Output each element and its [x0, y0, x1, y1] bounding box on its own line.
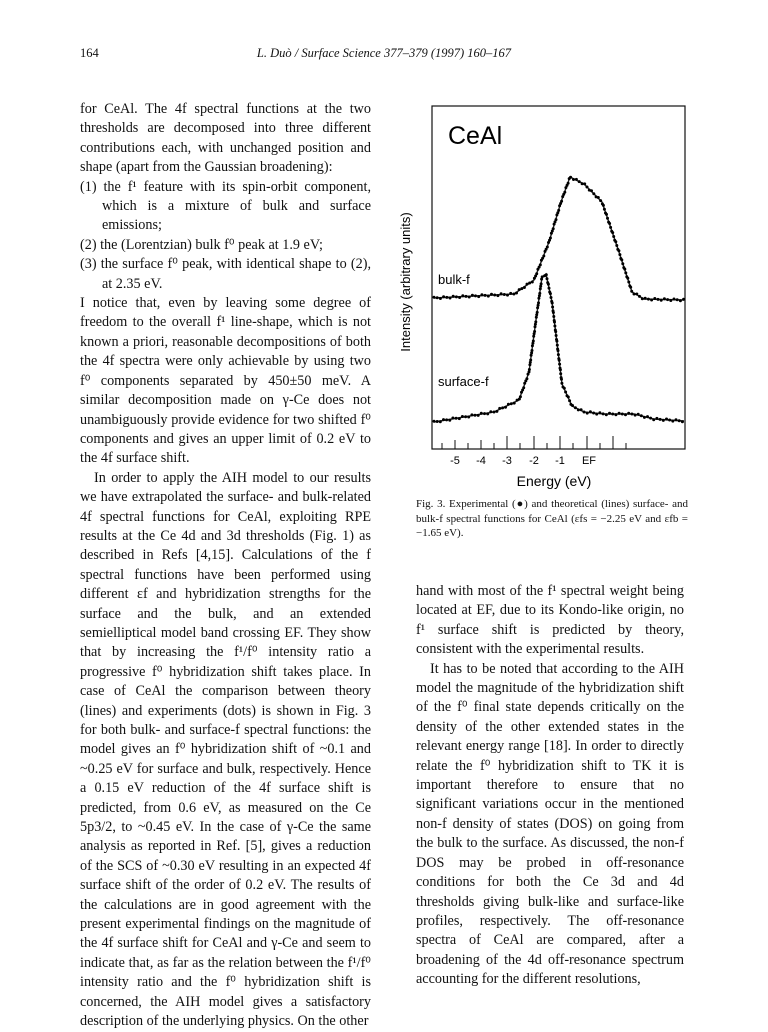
data-point	[630, 413, 633, 416]
data-point	[538, 292, 541, 295]
data-point	[477, 295, 480, 298]
data-point	[528, 282, 531, 285]
data-point	[552, 311, 555, 314]
data-point	[468, 296, 471, 299]
data-point	[665, 418, 668, 421]
paragraph: hand with most of the f¹ spectral weight being located at EF, due to its Kondo-like origin, no f¹ surface shift is predicted by theory, consistent with the experimental results.	[416, 583, 684, 658]
data-point	[630, 290, 633, 293]
data-point	[626, 277, 629, 280]
data-point	[474, 414, 477, 417]
data-point	[498, 407, 501, 410]
data-point	[608, 222, 611, 225]
data-point	[647, 298, 650, 301]
data-point	[627, 412, 630, 415]
running-title: L. Duò / Surface Science 377–379 (1997) 160–167	[256, 46, 512, 60]
data-point	[605, 213, 608, 216]
data-point	[507, 403, 510, 406]
data-point	[552, 227, 555, 230]
data-point	[451, 417, 454, 420]
data-point	[559, 368, 562, 371]
data-point	[546, 246, 549, 249]
data-point	[458, 296, 461, 299]
data-point	[614, 413, 617, 416]
data-point	[458, 417, 461, 420]
data-point	[553, 325, 556, 328]
data-point	[455, 417, 458, 420]
right-column	[416, 582, 684, 990]
page-header	[80, 46, 688, 64]
data-point	[548, 287, 551, 290]
data-point	[581, 182, 584, 185]
list-item: (3) the surface f⁰ peak, with identical shape to (2), at 2.35 eV.	[80, 256, 371, 292]
data-point	[558, 363, 561, 366]
data-point	[646, 415, 649, 418]
data-point	[442, 295, 445, 298]
data-point	[515, 292, 518, 295]
data-point	[650, 299, 653, 302]
data-point	[623, 268, 626, 271]
data-point	[586, 412, 589, 415]
data-point	[568, 399, 571, 402]
data-point	[557, 349, 560, 352]
data-point	[589, 410, 592, 413]
data-point	[624, 413, 627, 416]
data-point	[614, 240, 617, 243]
data-point	[545, 273, 548, 276]
data-point	[655, 417, 658, 420]
data-point	[549, 237, 552, 240]
data-point	[673, 298, 676, 301]
data-point	[577, 408, 580, 411]
data-point	[633, 293, 636, 296]
data-point	[560, 378, 563, 381]
data-point	[602, 204, 605, 207]
data-point	[621, 413, 624, 416]
data-point	[493, 411, 496, 414]
data-point	[477, 414, 480, 417]
data-point	[620, 258, 623, 261]
data-point	[611, 413, 614, 416]
data-point	[531, 281, 534, 284]
data-point	[526, 283, 529, 286]
data-point	[539, 263, 542, 266]
data-point	[532, 340, 535, 343]
data-point	[551, 302, 554, 305]
data-point	[605, 413, 608, 416]
x-axis-ticks	[442, 436, 626, 449]
figure-3	[394, 102, 688, 490]
paragraph: It has to be noted that according to the AIH model the magnitude of the hybridization shift of the f⁰ final state depends critically on the density of the other extended states in the relevant energy range [18]. In order to directly relate the f⁰ hybridization shift to TK it is important therefore to ensure that no significant variations occur in the mentioned non-f density of states (DOS) on going from the bulk to the surface. As discussed, the non-f DOS may be probed in off-resonance conditions for both the Ce 3d and 4d thresholds giving bulk-like and surface-like profiles, respectively. The off-resonance spectra of CeAl are compared, after a broadening of the 4d off-resonance spectrum accounting for the different resolutions,	[416, 660, 684, 988]
data-point	[480, 293, 483, 296]
data-point	[597, 196, 600, 199]
data-point	[461, 294, 464, 297]
data-point	[611, 231, 614, 234]
data-point	[572, 178, 575, 181]
data-point	[560, 200, 563, 203]
tick-label: -1	[555, 455, 565, 467]
figure-title: CeAl	[448, 122, 503, 150]
data-point	[436, 420, 439, 423]
data-point	[595, 413, 598, 416]
spectral-plot	[394, 102, 688, 490]
paragraph: for CeAl. The 4f spectral functions at the two thresholds are decomposed into three different contributions each, with unchanged position and shape (apart from the Gaussian broadening):	[80, 101, 371, 176]
data-point	[586, 186, 589, 189]
data-point	[652, 418, 655, 421]
data-point	[592, 192, 595, 195]
y-axis-label: Intensity (arbitrary units)	[398, 212, 413, 352]
data-point	[590, 189, 593, 192]
page-number: 164	[80, 46, 99, 60]
data-point	[504, 406, 507, 409]
plot-frame	[432, 106, 685, 449]
left-column	[80, 100, 371, 1032]
data-point	[439, 420, 442, 423]
data-point	[640, 414, 643, 417]
data-point	[660, 299, 663, 302]
data-point	[563, 191, 566, 194]
data-point	[490, 293, 493, 296]
data-point	[555, 334, 558, 337]
data-point	[671, 420, 674, 423]
data-point	[534, 320, 537, 323]
data-point	[618, 253, 621, 256]
numbered-list	[80, 178, 371, 294]
data-point	[682, 298, 685, 301]
data-point	[549, 292, 552, 295]
list-item: (1) the f¹ feature with its spin-orbit component, which is a mixture of bulk and surface emissions;	[80, 178, 371, 234]
data-point	[558, 359, 561, 362]
data-point	[569, 176, 572, 179]
data-point	[512, 293, 515, 296]
data-point	[643, 416, 646, 419]
tick-label: -4	[476, 455, 486, 467]
data-point	[480, 412, 483, 415]
data-point	[531, 349, 534, 352]
data-point	[546, 277, 549, 280]
data-point	[503, 293, 506, 296]
data-point	[529, 359, 532, 362]
data-point	[489, 410, 492, 413]
data-point	[493, 294, 496, 297]
data-point	[653, 297, 656, 300]
data-point	[550, 296, 553, 299]
data-point	[567, 182, 570, 185]
data-point	[537, 301, 540, 304]
data-point	[542, 255, 545, 258]
data-point	[483, 412, 486, 415]
data-point	[555, 218, 558, 221]
tick-label: -3	[502, 455, 512, 467]
data-point	[522, 386, 525, 389]
data-point	[603, 208, 606, 211]
data-point	[500, 292, 503, 295]
data-point	[567, 396, 570, 399]
data-point	[578, 180, 581, 183]
data-point	[535, 272, 538, 275]
data-point	[439, 297, 442, 300]
data-point	[484, 294, 487, 297]
data-point	[465, 295, 468, 298]
bulk-label: bulk-f	[438, 272, 470, 287]
data-point	[627, 281, 630, 284]
data-point	[676, 298, 679, 301]
data-point	[612, 235, 615, 238]
data-point	[525, 377, 528, 380]
data-point	[641, 297, 644, 300]
data-point	[540, 282, 543, 285]
paragraph: In order to apply the AIH model to our results we have extrapolated the surface- and bulk-related 4f spectral functions for CeAl, exploiting RPE results at the Ce 4d and 3d thresholds (Fig. 1) as described in Refs [4,15]. Calculations of the f spectral functions have been performed using different εf and hybridization strengths for the surface and the bulk, and an extended semielliptical model band crossing EF. They show that by increasing the f¹/f⁰ intensity ratio a progressive f⁰ hybridization shift takes place. In case of CeAl the comparison between theory (lines) and experiments (dots) is shown in Fig. 3 for both bulk- and surface-f spectral functions: the model gives an f⁰ hybridization shift of ~0.1 and ~0.25 eV for surface and bulk, respectively. Hence a 0.15 eV reduction of the 4f surface shift is predicted, from 0.6 eV, as measured on the Ce 5p3/2, to ~0.45 eV. In the case of γ-Ce the same analysis as reported in Ref. [5], gives a reduction of the SCS of ~0.30 eV resulting in an expected 4f surface shift of the order of 0.2 eV. The results of the calculations are in good agreement with the present experimental findings on the magnitude of the 4f surface shift for CeAl and γ-Ce and seem to indicate that, as far as the relation between the f¹/f⁰ intensity ratio and the f⁰ hybridization shift is concerned, the AIH model gives a satisfactory description of the underlying physics. On the other	[80, 469, 371, 1030]
data-point	[556, 344, 559, 347]
data-point	[662, 419, 665, 422]
data-point	[523, 286, 526, 289]
data-point	[608, 412, 611, 415]
data-point	[449, 297, 452, 300]
data-point	[554, 330, 557, 333]
data-point	[606, 217, 609, 220]
data-point	[659, 418, 662, 421]
data-point	[557, 353, 560, 356]
data-point	[637, 413, 640, 416]
data-point	[629, 286, 632, 289]
data-point	[448, 419, 451, 422]
data-point	[467, 416, 470, 419]
data-point	[452, 295, 455, 298]
data-point	[634, 414, 637, 417]
data-point	[464, 415, 467, 418]
data-point	[617, 249, 620, 252]
data-point	[555, 340, 558, 343]
data-point	[442, 418, 445, 421]
x-tick-labels	[450, 455, 596, 467]
x-axis-label: Energy (eV)	[516, 473, 592, 489]
data-point	[564, 391, 567, 394]
data-point	[668, 419, 671, 422]
data-point	[669, 299, 672, 302]
bulk-theory-line	[434, 177, 684, 300]
data-point	[553, 321, 556, 324]
data-point	[583, 411, 586, 414]
data-point	[433, 420, 436, 423]
data-point	[528, 368, 531, 371]
data-point	[518, 288, 521, 291]
data-point	[506, 294, 509, 297]
data-point	[501, 406, 504, 409]
data-point	[583, 182, 586, 185]
data-point	[552, 315, 555, 318]
data-point	[487, 295, 490, 298]
data-point	[513, 402, 516, 405]
data-point	[571, 404, 574, 407]
data-point	[598, 411, 601, 414]
data-point	[551, 306, 554, 309]
data-point	[649, 417, 652, 420]
data-point	[599, 199, 602, 202]
data-point	[563, 387, 566, 390]
data-point	[496, 294, 499, 297]
data-point	[495, 410, 498, 413]
data-point	[635, 293, 638, 296]
data-point	[559, 372, 562, 375]
data-point	[510, 402, 513, 405]
list-item: (2) the (Lorentzian) bulk f⁰ peak at 1.9 eV;	[80, 236, 323, 253]
tick-label: -2	[529, 455, 539, 467]
data-point	[666, 298, 669, 301]
data-point	[644, 297, 647, 300]
data-point	[470, 413, 473, 416]
data-point	[657, 298, 660, 301]
data-point	[519, 395, 522, 398]
data-point	[445, 418, 448, 421]
data-point	[618, 412, 621, 415]
data-point	[681, 420, 684, 423]
data-point	[547, 283, 550, 286]
data-point	[615, 244, 618, 247]
figure-caption: Fig. 3. Experimental (●) and theoretical (lines) surface- and bulk-f spectral functions for CeAl (εfs = −2.25 eV and εfb = −1.65 eV).	[416, 498, 688, 539]
data-point	[474, 294, 477, 297]
data-point	[445, 296, 448, 299]
data-point	[675, 418, 678, 421]
data-point	[678, 419, 681, 422]
bulk-experimental-dots	[433, 176, 686, 302]
data-point	[592, 412, 595, 415]
data-point	[575, 178, 578, 181]
data-point	[580, 408, 583, 411]
data-point	[509, 292, 512, 295]
tick-label: -5	[450, 455, 460, 467]
data-point	[536, 311, 539, 314]
data-point	[609, 226, 612, 229]
data-point	[433, 296, 436, 299]
data-point	[574, 406, 577, 409]
data-point	[624, 271, 627, 274]
data-point	[436, 296, 439, 299]
data-point	[520, 287, 523, 290]
data-point	[602, 412, 605, 415]
data-point	[679, 299, 682, 302]
surface-label: surface-f	[438, 374, 489, 389]
data-point	[560, 382, 563, 385]
data-point	[557, 209, 560, 212]
paragraph: I notice that, even by leaving some degree of freedom to the overall f¹ line-shape, which is not known a priori, reasonable decompositions of both the 4f spectra were only achievable by using two f⁰ components separated by 450±50 meV. A similar decomposition made on γ-Ce does not unambiguously provide evidence for two shifted f⁰ components and gives an upper limit of 0.2 eV to the 4f surface shift.	[80, 295, 371, 467]
data-point	[638, 295, 641, 298]
tick-label: EF	[581, 455, 597, 467]
data-point	[621, 262, 624, 265]
data-point	[461, 415, 464, 418]
data-point	[663, 297, 666, 300]
data-point	[486, 412, 489, 415]
data-point	[455, 295, 458, 298]
data-point	[533, 330, 536, 333]
data-point	[471, 294, 474, 297]
